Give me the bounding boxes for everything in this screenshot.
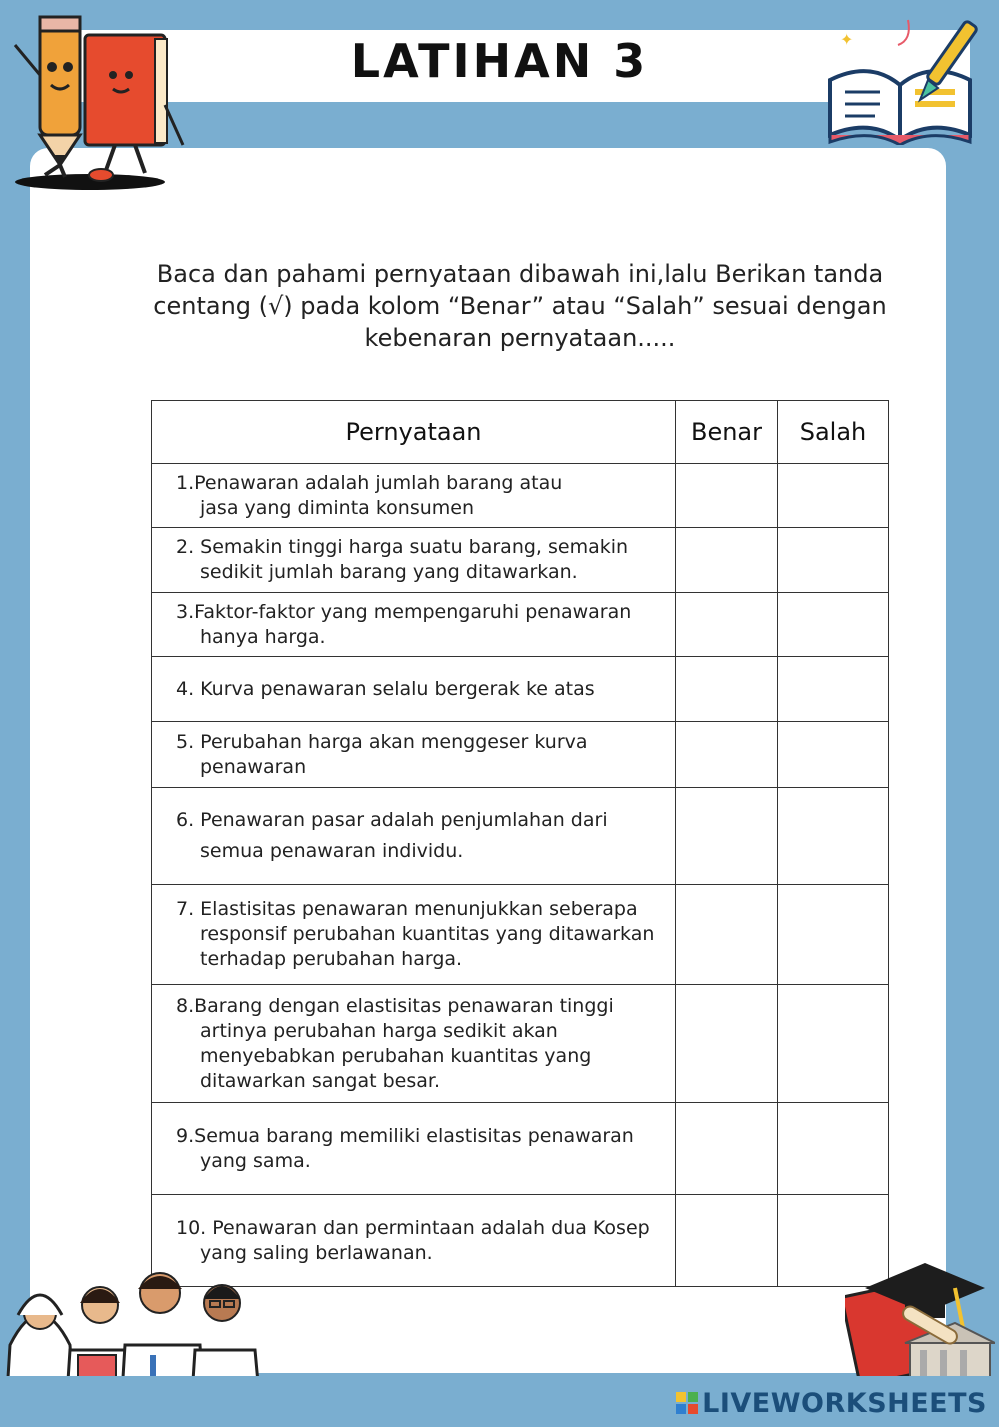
liveworksheets-grid-icon [676, 1392, 698, 1414]
table-row [152, 593, 889, 657]
answer-box-false[interactable] [778, 657, 889, 722]
table-header-row [152, 401, 889, 464]
answer-box-true[interactable] [676, 1195, 778, 1287]
pencil-book-mascot-illustration [5, 5, 190, 190]
column-header-false: Salah [778, 401, 889, 464]
statement-text: 8.Barang dengan elastisitas penawaran tinggi [176, 994, 614, 1017]
statement-cell [152, 885, 676, 985]
statement-text-continued: penawaran [200, 755, 307, 778]
answer-box-false[interactable] [778, 722, 889, 788]
answer-box-false[interactable] [778, 528, 889, 593]
statement-text-continued: yang saling berlawanan. [200, 1241, 433, 1264]
statement-text-continued: hanya harga. [200, 625, 326, 648]
statement-cell [152, 722, 676, 788]
table-row [152, 885, 889, 985]
answer-box-false[interactable] [778, 788, 889, 885]
statement-text: 9.Semua barang memiliki elastisitas penawaran [176, 1124, 634, 1147]
statement-cell [152, 593, 676, 657]
statement-text-continued: yang sama. [200, 1149, 311, 1172]
statement-cell [152, 1103, 676, 1195]
answer-box-true[interactable] [676, 722, 778, 788]
statement-text: 4. Kurva penawaran selalu bergerak ke atas [176, 677, 595, 700]
table-row [152, 722, 889, 788]
table-row [152, 985, 889, 1103]
column-header-true: Benar [676, 401, 778, 464]
statement-text: 2. Semakin tinggi harga suatu barang, semakin [176, 536, 629, 558]
statement-text-continued: sedikit jumlah barang yang ditawarkan. [200, 561, 578, 583]
answer-box-false[interactable] [778, 464, 889, 528]
statement-text-continued: responsif perubahan kuantitas yang ditawarkan terhadap perubahan harga. [200, 923, 655, 970]
answer-box-false[interactable] [778, 593, 889, 657]
statement-text: 7. Elastisitas penawaran menunjukkan seberapa [176, 898, 638, 920]
table-row [152, 1103, 889, 1195]
table-row [152, 528, 889, 593]
brand-name: LIVEWORKSHEETS [702, 1388, 987, 1419]
statement-text: 10. Penawaran dan permintaan adalah dua Kosep [176, 1216, 650, 1239]
answer-box-false[interactable] [778, 885, 889, 985]
answer-box-true[interactable] [676, 528, 778, 593]
table-row [152, 464, 889, 528]
answer-box-false[interactable] [778, 1103, 889, 1195]
statement-text: 6. Penawaran pasar adalah penjumlahan dari [176, 809, 608, 831]
table-row [152, 657, 889, 722]
statement-text-continued: semua penawaran individu. [200, 840, 464, 862]
statement-text: 3.Faktor-faktor yang mempengaruhi penawaran [176, 600, 632, 623]
statement-text-continued: artinya perubahan harga sedikit akan menyebabkan perubahan kuantitas yang ditawarkan sangat besar. [200, 1019, 592, 1092]
instruction-text: Baca dan pahami pernyataan dibawah ini,lalu Berikan tanda centang (√) pada kolom “Benar” atau “Salah” sesuai dengan kebenaran pernyataan..... [153, 260, 887, 352]
answer-box-true[interactable] [676, 985, 778, 1103]
svg-text:✦: ✦ [840, 30, 854, 49]
answer-box-true[interactable] [676, 1103, 778, 1195]
answer-box-true[interactable] [676, 464, 778, 528]
answer-box-true[interactable] [676, 788, 778, 885]
statement-table [151, 400, 889, 1287]
statement-text: 1.Penawaran adalah jumlah barang atau [176, 471, 563, 494]
column-header-statement: Pernyataan [152, 401, 676, 464]
statement-cell [152, 528, 676, 593]
statement-cell [152, 985, 676, 1103]
answer-box-false[interactable] [778, 985, 889, 1103]
statement-cell [152, 464, 676, 528]
liveworksheets-logo [676, 1388, 987, 1419]
statement-text-continued: jasa yang diminta konsumen [200, 496, 475, 519]
answer-box-true[interactable] [676, 593, 778, 657]
statement-cell [152, 788, 676, 885]
table-row [152, 788, 889, 885]
statement-text: 5. Perubahan harga akan menggeser kurva [176, 730, 588, 753]
statement-cell [152, 657, 676, 722]
graduation-illustration [845, 1258, 995, 1388]
answer-box-true[interactable] [676, 657, 778, 722]
page-title: LATIHAN 3 [350, 34, 649, 88]
answer-box-true[interactable] [676, 885, 778, 985]
